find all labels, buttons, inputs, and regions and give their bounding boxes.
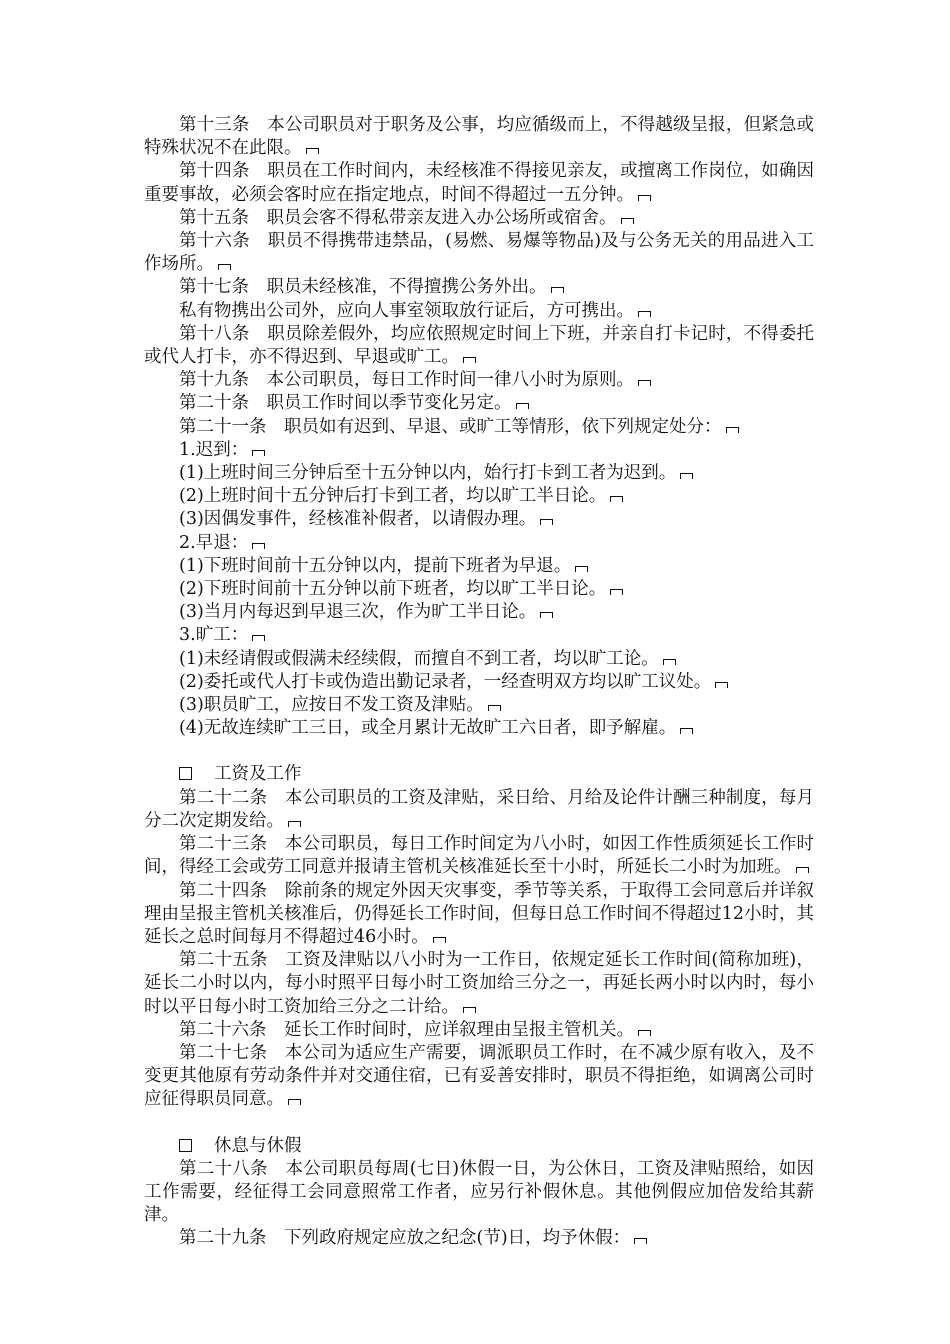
clause-text: (3)当月内每迟到早退三次，作为旷工半日论。 xyxy=(179,602,537,623)
clause-paragraph xyxy=(144,694,814,717)
clause-text: 第十六条 职员不得携带违禁品，(易燃、易爆等物品)及与公务无关的用品进入工作场所。 xyxy=(144,231,814,275)
paragraph-mark-icon xyxy=(488,705,501,711)
clause-text: 2.早退： xyxy=(179,532,249,553)
paragraph-mark-icon xyxy=(551,287,564,293)
paragraph-mark-icon xyxy=(796,867,809,873)
paragraph-mark-icon xyxy=(663,659,676,665)
clause-paragraph xyxy=(144,508,814,531)
clause-paragraph xyxy=(144,485,814,508)
clause-paragraph xyxy=(144,1227,814,1250)
paragraph-mark-icon xyxy=(680,473,693,479)
paragraph-mark-icon xyxy=(288,821,301,827)
clause-text: 3.旷工： xyxy=(179,625,249,646)
paragraph-mark-icon xyxy=(621,218,634,224)
clause-text: 第二十五条 工资及津贴以八小时为一工作日，依规定延长工作时间(简称加班)，延长二小时以内，每小时照平日每小时工资加给三分之一，再延长两小时以内时，每小时以平日每小时工资加给三分之二计给。 xyxy=(144,950,814,1017)
clause-text: (2)上班时间十五分钟后打卡到工者，均以旷工半日论。 xyxy=(179,486,607,507)
clause-paragraph xyxy=(144,439,814,462)
paragraph-mark-icon xyxy=(638,311,651,317)
clause-paragraph xyxy=(144,624,814,647)
clause-text: 第二十四条 除前条的规定外因天灾事变，季节等关系，于取得工会同意后并详叙理由呈报主管机关核准后，仍得延长工作时间，但每日总工作时间不得超过12小时，其延长之总时间每月不得超过46小时。 xyxy=(144,880,814,947)
clause-text: 第二十六条 延长工作时间时，应详叙理由呈报主管机关。 xyxy=(179,1019,634,1040)
clause-text: 第二十三条 本公司职员，每日工作时间定为八小时，如因工作性质须延长工作时间，得经工会或劳工同意并报请主管机关核准延长至十小时，所延长二小时为加班。 xyxy=(144,834,814,878)
clause-text: 第十四条 职员在工作时间内，未经核准不得接见亲友，或擅离工作岗位，如确因重要事故，必须会客时应在指定地点，时间不得超过一五分钟。 xyxy=(144,161,814,205)
clause-text: (1)未经请假或假满未经续假，而擅自不到工者，均以旷工论。 xyxy=(179,648,659,669)
paragraph-mark-icon xyxy=(726,427,739,433)
clause-paragraph xyxy=(144,323,814,369)
checkbox-square-icon xyxy=(179,1139,192,1152)
clause-text: 第二十八条 本公司职员每周(七日)休假一日，为公休日，工资及津贴照给，如因工作需要，经征得工会同意照常工作者，应另行补假休息。其他例假应加倍发给其薪津。 xyxy=(144,1158,814,1226)
clause-text: 私有物携出公司外，应向人事室领取放行证后，方可携出。 xyxy=(179,300,634,321)
section-title: 工资及工作 xyxy=(214,764,302,785)
clause-text: (2)委托或代人打卡或伪造出勤记录者，一经查明双方均以旷工议处。 xyxy=(179,671,712,692)
attendance-rules xyxy=(144,114,814,740)
paragraph-mark-icon xyxy=(218,264,231,270)
clause-text: 第二十九条 下列政府规定应放之纪念(节)日，均予休假： xyxy=(179,1228,631,1249)
paragraph-mark-icon xyxy=(540,519,553,525)
clause-paragraph xyxy=(144,787,814,833)
clause-text: 1.迟到： xyxy=(179,439,249,460)
clause-text: 第二十条 职员工作时间以季节变化另定。 xyxy=(179,393,512,414)
clause-paragraph xyxy=(144,369,814,392)
clause-paragraph xyxy=(144,1158,814,1228)
document-body xyxy=(144,114,814,1251)
clause-text: 第二十一条 职员如有迟到、早退、或旷工等情形，依下列规定处分： xyxy=(179,416,722,437)
clause-paragraph xyxy=(144,601,814,624)
clause-text: 第十七条 职员未经核准，不得擅携公务外出。 xyxy=(179,277,547,298)
clause-text: (1)下班时间前十五分钟以内，提前下班者为早退。 xyxy=(179,555,572,576)
clause-paragraph xyxy=(144,462,814,485)
clause-paragraph xyxy=(144,300,814,323)
paragraph-mark-icon xyxy=(638,1030,651,1036)
paragraph-mark-icon xyxy=(306,148,319,154)
clause-paragraph xyxy=(144,230,814,276)
section-gap xyxy=(144,1112,814,1135)
clause-text: 第十三条 本公司职员对于职务及公事，均应循级而上，不得越级呈报，但紧急或特殊状况不在此限。 xyxy=(144,115,814,159)
paragraph-mark-icon xyxy=(516,403,529,409)
clause-paragraph xyxy=(144,648,814,671)
clause-paragraph xyxy=(144,207,814,230)
clause-paragraph xyxy=(144,717,814,740)
clause-text: (3)因偶发事件，经核准补假者，以请假办理。 xyxy=(179,509,537,530)
clause-text: 第十九条 本公司职员，每日工作时间一律八小时为原则。 xyxy=(179,370,634,391)
clause-paragraph xyxy=(144,160,814,206)
paragraph-mark-icon xyxy=(540,612,553,618)
clause-paragraph xyxy=(144,1019,814,1042)
clause-text: (2)下班时间前十五分钟以前下班者，均以旷工半日论。 xyxy=(179,579,607,600)
clause-paragraph xyxy=(144,276,814,299)
paragraph-mark-icon xyxy=(288,1099,301,1105)
clause-paragraph xyxy=(144,416,814,439)
wage-rules xyxy=(144,787,814,1112)
checkbox-square-icon xyxy=(179,767,192,780)
paragraph-mark-icon xyxy=(638,195,651,201)
paragraph-mark-icon xyxy=(634,1238,647,1244)
rest-rules xyxy=(144,1158,814,1251)
clause-paragraph xyxy=(144,532,814,555)
paragraph-mark-icon xyxy=(463,1007,476,1013)
section-gap xyxy=(144,740,814,763)
clause-paragraph xyxy=(144,1042,814,1112)
paragraph-mark-icon xyxy=(715,682,728,688)
clause-paragraph xyxy=(144,578,814,601)
clause-paragraph xyxy=(144,392,814,415)
clause-paragraph xyxy=(144,949,814,1019)
section-title: 休息与休假 xyxy=(214,1135,302,1156)
clause-text: 第二十七条 本公司为适应生产需要，调派职员工作时，在不减少原有收入，及不变更其他原有劳动条件并对交通住宿，已有妥善安排时，职员不得拒绝，如调离公司时应征得职员同意。 xyxy=(144,1042,814,1110)
section-heading-rest xyxy=(144,1135,814,1158)
clause-text: (3)职员旷工，应按日不发工资及津贴。 xyxy=(179,695,484,716)
section-heading-wages xyxy=(144,763,814,786)
paragraph-mark-icon xyxy=(575,566,588,572)
clause-paragraph xyxy=(144,555,814,578)
paragraph-mark-icon xyxy=(433,937,446,943)
clause-paragraph xyxy=(144,114,814,160)
paragraph-mark-icon xyxy=(610,589,623,595)
clause-text: (4)无故连续旷工三日，或全月累计无故旷工六日者，即予解雇。 xyxy=(179,718,677,739)
paragraph-mark-icon xyxy=(252,450,265,456)
clause-paragraph xyxy=(144,671,814,694)
paragraph-mark-icon xyxy=(252,543,265,549)
paragraph-mark-icon xyxy=(680,728,693,734)
clause-text: 第二十二条 本公司职员的工资及津贴，采日给、月给及论件计酬三种制度，每月分二次定期发给。 xyxy=(144,787,814,831)
clause-text: (1)上班时间三分钟后至十五分钟以内，始行打卡到工者为迟到。 xyxy=(179,463,677,484)
clause-paragraph xyxy=(144,833,814,879)
clause-text: 第十八条 职员除差假外，均应依照规定时间上下班，并亲自打卡记时，不得委托或代人打卡，亦不得迟到、早退或旷工。 xyxy=(144,323,814,368)
paragraph-mark-icon xyxy=(463,357,476,363)
clause-text: 第十五条 职员会客不得私带亲友进入办公场所或宿舍。 xyxy=(179,207,617,228)
paragraph-mark-icon xyxy=(252,635,265,641)
paragraph-mark-icon xyxy=(638,380,651,386)
clause-paragraph xyxy=(144,880,814,950)
paragraph-mark-icon xyxy=(610,496,623,502)
